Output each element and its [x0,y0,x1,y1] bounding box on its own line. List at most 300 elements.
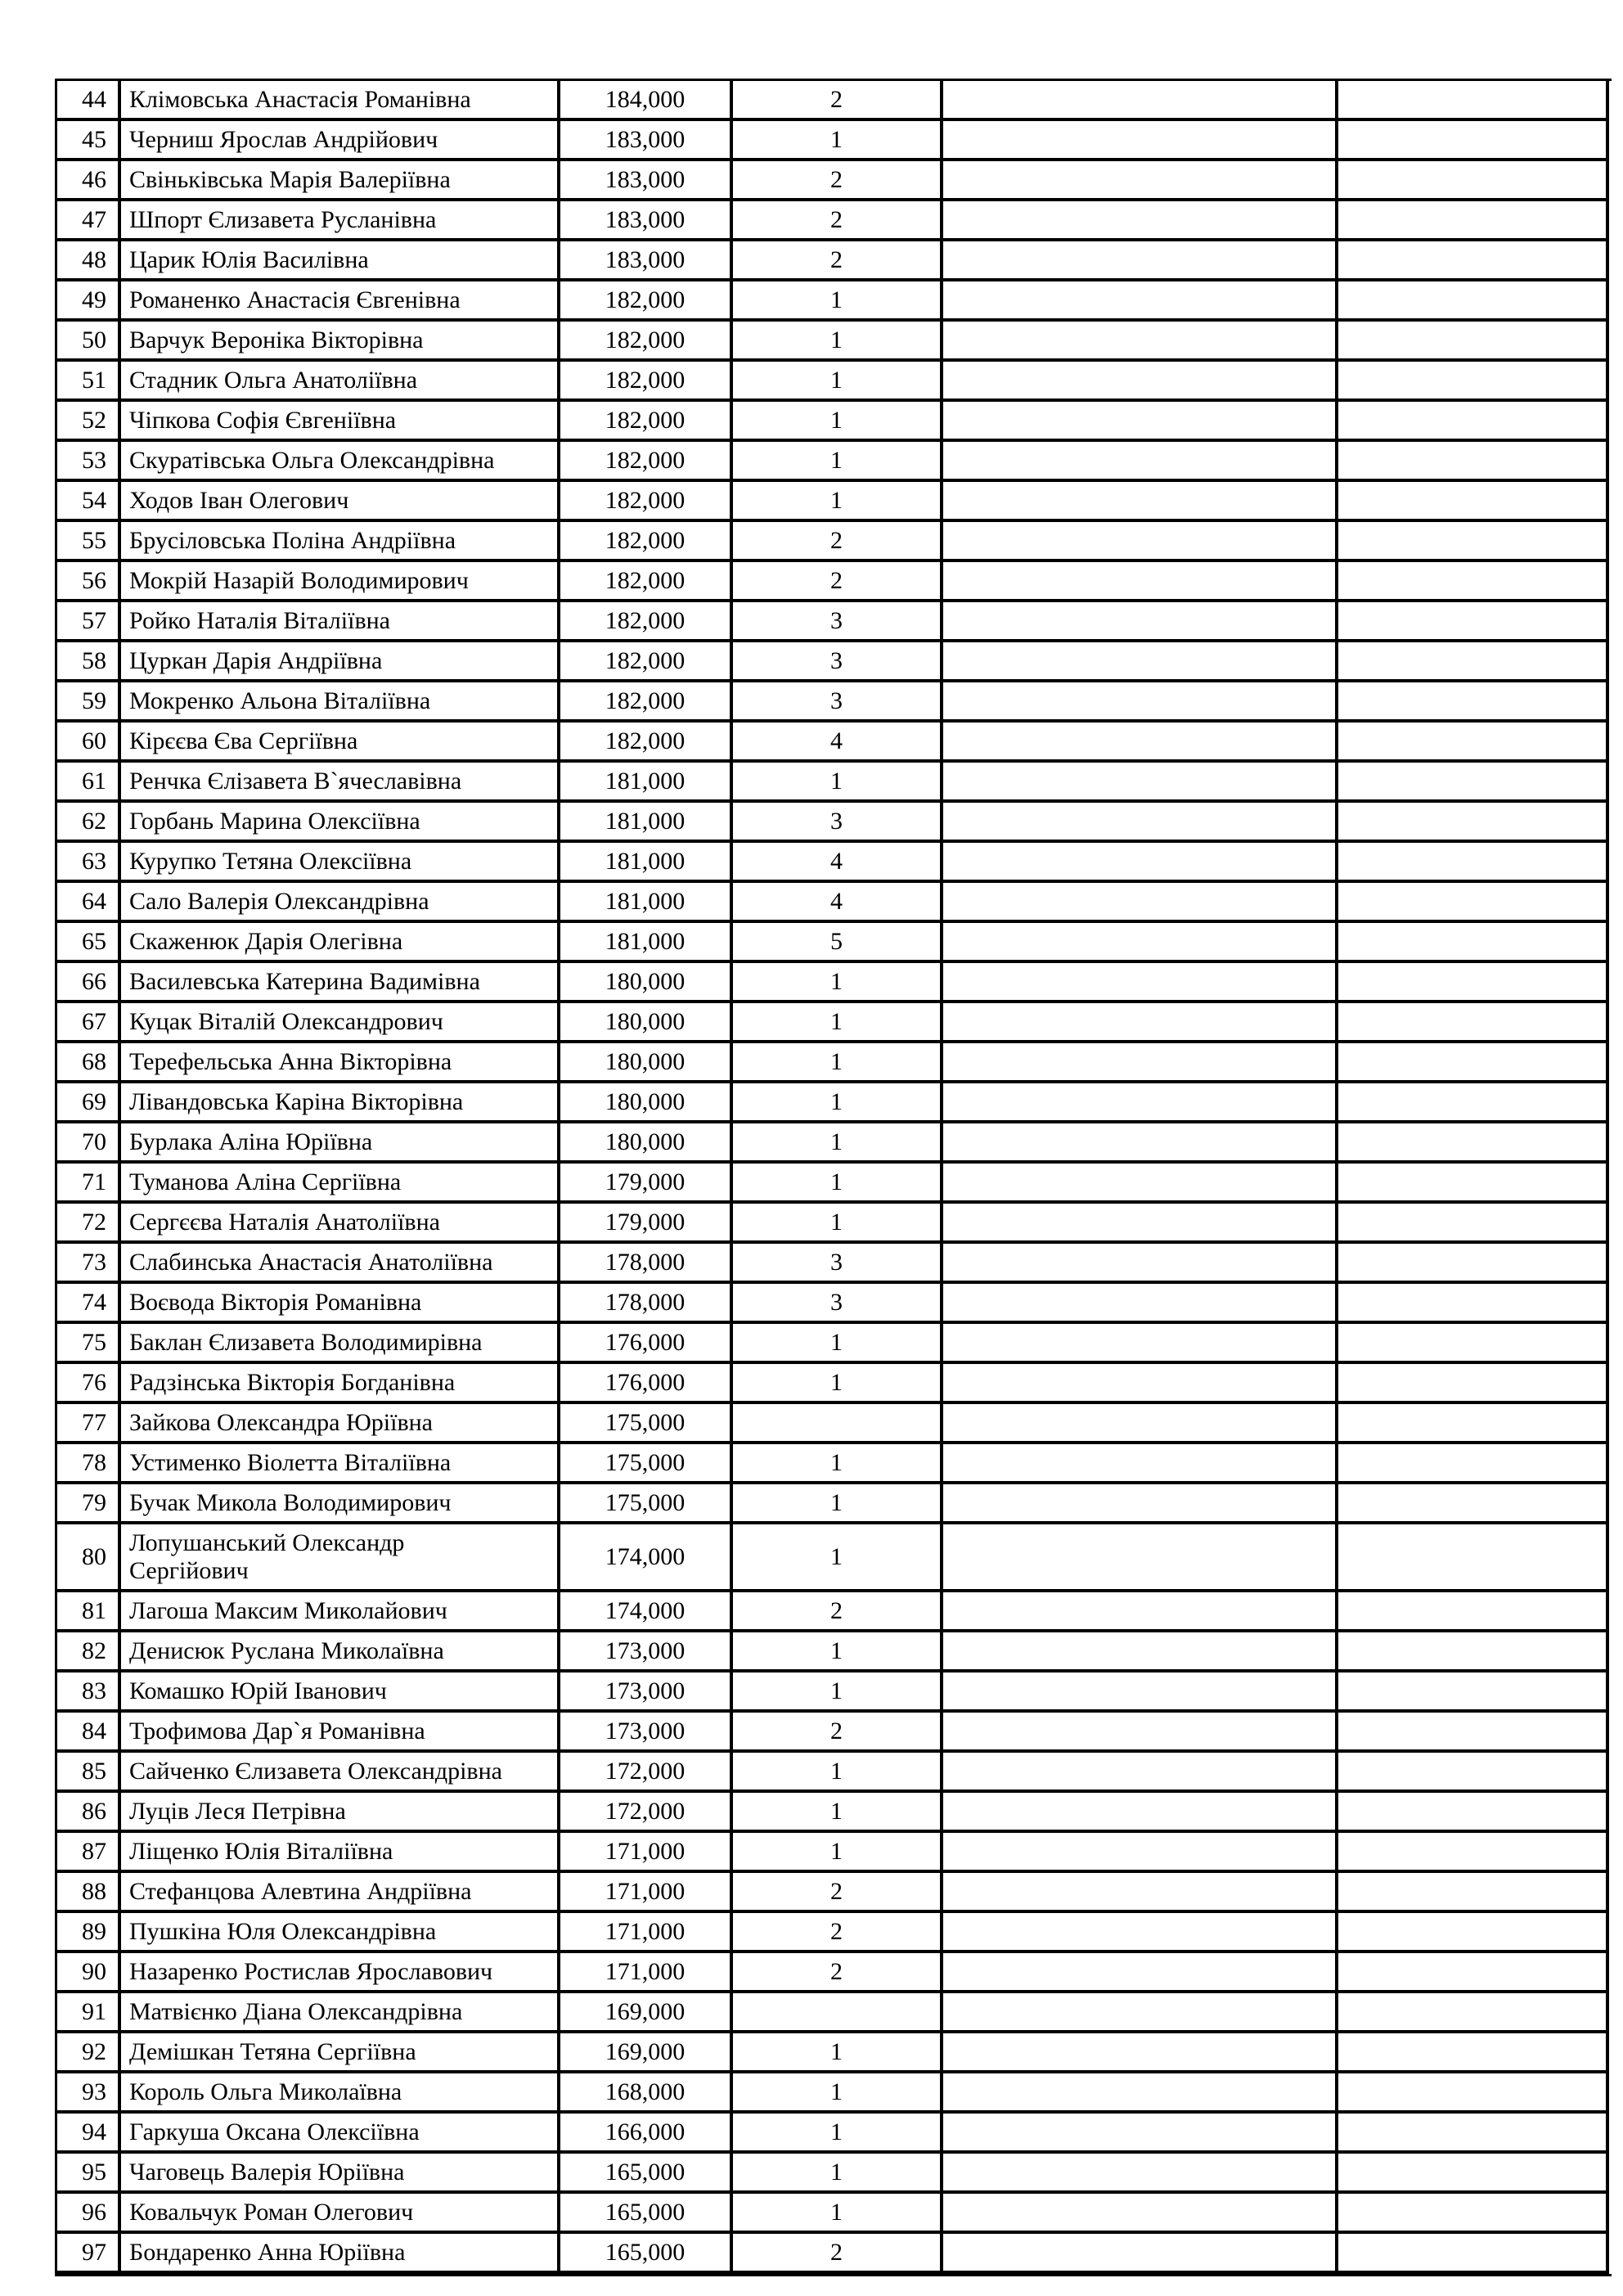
empty-cell-b [1338,1993,1609,2033]
priority-cell [733,81,943,121]
row-number: 89 [82,1917,106,1945]
priority-value: 3 [830,1288,843,1316]
row-number: 48 [82,245,106,273]
row-number-cell [57,402,121,442]
empty-cell-a [943,281,1338,322]
row-number: 69 [82,1087,106,1115]
priority-value: 1 [830,326,843,353]
priority-cell [733,1592,943,1632]
table-row [57,362,1612,402]
applicant-name: Горбань Марина Олексіївна [129,807,420,835]
row-number-cell [57,2033,121,2073]
priority-cell [733,1083,943,1123]
score-cell [560,522,733,562]
score-value: 165,000 [605,2198,686,2226]
empty-cell-b [1338,1873,1609,1913]
priority-cell [733,1324,943,1364]
score-value: 173,000 [605,1717,686,1745]
table-row [57,883,1612,923]
name-cell [121,1204,560,1244]
score-cell [560,1753,733,1793]
empty-cell-b [1338,1284,1609,1324]
priority-cell [733,161,943,201]
name-cell [121,763,560,803]
priority-cell [733,2033,943,2073]
applicant-name: Свіньківська Марія Валеріївна [129,165,451,193]
priority-cell [733,642,943,682]
name-cell [121,602,560,642]
empty-cell-b [1338,121,1609,161]
name-cell [121,1284,560,1324]
score-cell [560,1284,733,1324]
applicant-name: Назаренко Ростислав Ярославович [129,1957,493,1985]
row-number-cell [57,2073,121,2114]
empty-cell-a [943,1404,1338,1444]
score-cell [560,843,733,883]
applicant-name: Ренчка Єлізавета В`ячеславівна [129,767,462,795]
empty-cell-a [943,803,1338,843]
empty-cell-b [1338,522,1609,562]
row-number-cell [57,1364,121,1404]
row-number-cell [57,362,121,402]
row-number-cell [57,1244,121,1284]
row-number-cell [57,281,121,322]
priority-value: 2 [830,165,843,193]
row-number: 70 [82,1128,106,1155]
priority-cell [733,883,943,923]
empty-cell-b [1338,1003,1609,1043]
score-cell [560,1404,733,1444]
row-number-cell [57,201,121,241]
row-number: 83 [82,1677,106,1704]
row-number: 94 [82,2118,106,2145]
row-number-cell [57,1404,121,1444]
name-cell [121,1993,560,2033]
priority-value: 4 [830,727,843,754]
priority-cell [733,1043,943,1083]
score-value: 173,000 [605,1677,686,1704]
table-row [57,723,1612,763]
applicant-name: Василевська Катерина Вадимівна [129,967,480,995]
empty-cell-a [943,1753,1338,1793]
row-number-cell [57,1204,121,1244]
row-number-cell [57,1993,121,2033]
row-number: 95 [82,2158,106,2186]
priority-value: 1 [830,1837,843,1865]
empty-cell-a [943,1793,1338,1833]
applicant-name: Сало Валерія Олександрівна [129,887,429,915]
empty-cell-a [943,402,1338,442]
applicant-name: Пушкіна Юля Олександрівна [129,1917,437,1945]
priority-value: 1 [830,1368,843,1396]
empty-cell-a [943,1204,1338,1244]
score-value: 181,000 [605,767,686,795]
empty-cell-a [943,843,1338,883]
score-cell [560,803,733,843]
empty-cell-a [943,963,1338,1003]
row-number: 82 [82,1636,106,1664]
score-cell [560,482,733,522]
empty-cell-a [943,442,1338,482]
empty-cell-a [943,1484,1338,1524]
name-cell [121,1913,560,1953]
row-number: 52 [82,406,106,434]
priority-cell [733,1284,943,1324]
empty-cell-a [943,1913,1338,1953]
row-number: 65 [82,927,106,955]
name-cell [121,562,560,602]
row-number: 93 [82,2078,106,2105]
priority-cell [733,963,943,1003]
priority-value: 1 [830,1757,843,1785]
empty-cell-b [1338,402,1609,442]
row-number: 45 [82,125,106,153]
empty-cell-a [943,562,1338,602]
row-number: 53 [82,446,106,474]
row-number: 77 [82,1408,106,1436]
row-number: 81 [82,1596,106,1624]
row-number: 96 [82,2198,106,2226]
priority-value: 2 [830,205,843,233]
empty-cell-b [1338,362,1609,402]
priority-cell [733,241,943,281]
applicant-name: Король Ольга Миколаївна [129,2078,402,2105]
score-value: 169,000 [605,1997,686,2025]
row-number-cell [57,562,121,602]
name-cell [121,1364,560,1404]
empty-cell-a [943,1524,1338,1592]
applicant-name: Ліщенко Юлія Віталіївна [129,1837,393,1865]
name-cell [121,642,560,682]
table-row [57,1524,1612,1592]
score-value: 182,000 [605,366,686,394]
score-value: 166,000 [605,2118,686,2145]
empty-cell-b [1338,81,1609,121]
row-number: 47 [82,205,106,233]
priority-cell [733,562,943,602]
name-cell [121,121,560,161]
table-row [57,281,1612,322]
row-number-cell [57,1873,121,1913]
priority-cell [733,322,943,362]
row-number-cell [57,2194,121,2234]
empty-cell-a [943,2073,1338,2114]
row-number: 51 [82,366,106,394]
priority-value: 1 [830,1128,843,1155]
empty-cell-a [943,1244,1338,1284]
score-value: 175,000 [605,1408,686,1436]
row-number-cell [57,1164,121,1204]
row-number-cell [57,241,121,281]
table-row [57,1444,1612,1484]
table-row [57,1993,1612,2033]
applicant-name: Стефанцова Алевтина Андріївна [129,1877,472,1905]
row-number-cell [57,1753,121,1793]
name-cell [121,362,560,402]
empty-cell-a [943,201,1338,241]
row-number: 73 [82,1248,106,1276]
priority-value: 1 [830,1047,843,1075]
table-row [57,1953,1612,1993]
name-cell [121,1444,560,1484]
priority-cell [733,442,943,482]
applicant-name: Бучак Микола Володимирович [129,1488,452,1516]
name-cell [121,1003,560,1043]
score-value: 179,000 [605,1208,686,1236]
table-row [57,241,1612,281]
priority-value: 2 [830,85,843,113]
table-row [57,1632,1612,1672]
priority-cell [733,362,943,402]
ranking-table [55,79,1612,2276]
table-row [57,1833,1612,1873]
applicant-name: Демішкан Тетяна Сергіївна [129,2037,416,2065]
empty-cell-b [1338,1244,1609,1284]
empty-cell-a [943,923,1338,963]
row-number: 78 [82,1448,106,1476]
table-row [57,682,1612,723]
score-cell [560,1484,733,1524]
score-cell [560,963,733,1003]
applicant-name: Черниш Ярослав Андрійович [129,125,438,153]
score-value: 165,000 [605,2238,686,2266]
row-number-cell [57,1444,121,1484]
row-number: 75 [82,1328,106,1356]
row-number-cell [57,642,121,682]
score-value: 182,000 [605,646,686,674]
score-value: 176,000 [605,1368,686,1396]
priority-value: 1 [830,366,843,394]
applicant-name: Терефельська Анна Вікторівна [129,1047,452,1075]
empty-cell-b [1338,682,1609,723]
applicant-name: Сергєєва Наталія Анатоліївна [129,1208,440,1236]
row-number-cell [57,843,121,883]
applicant-name: Кірєєва Єва Сергіївна [129,727,358,754]
score-value: 182,000 [605,727,686,754]
score-cell [560,241,733,281]
empty-cell-b [1338,482,1609,522]
row-number-cell [57,1833,121,1873]
priority-value: 1 [830,1797,843,1825]
name-cell [121,1632,560,1672]
priority-cell [733,1713,943,1753]
priority-value: 2 [830,2238,843,2266]
priority-value: 3 [830,807,843,835]
empty-cell-a [943,2154,1338,2194]
table-row [57,2033,1612,2073]
row-number-cell [57,1284,121,1324]
priority-cell [733,1123,943,1164]
name-cell [121,1083,560,1123]
row-number-cell [57,1793,121,1833]
score-value: 178,000 [605,1288,686,1316]
score-cell [560,402,733,442]
score-value: 168,000 [605,2078,686,2105]
name-cell [121,723,560,763]
table-row [57,2154,1612,2194]
applicant-name: Денисюк Руслана Миколаївна [129,1636,444,1664]
applicant-name: Скуратівська Ольга Олександрівна [129,446,495,474]
name-cell [121,2154,560,2194]
priority-cell [733,1753,943,1793]
score-value: 175,000 [605,1488,686,1516]
applicant-name: Сайченко Єлизавета Олександрівна [129,1757,502,1785]
empty-cell-a [943,1444,1338,1484]
score-value: 180,000 [605,1128,686,1155]
empty-cell-a [943,322,1338,362]
priority-cell [733,763,943,803]
score-cell [560,1204,733,1244]
row-number-cell [57,963,121,1003]
score-value: 179,000 [605,1168,686,1195]
empty-cell-b [1338,1364,1609,1404]
score-value: 180,000 [605,967,686,995]
row-number: 61 [82,767,106,795]
row-number-cell [57,2114,121,2154]
priority-value: 2 [830,245,843,273]
table-row [57,1003,1612,1043]
priority-cell [733,1484,943,1524]
priority-value: 3 [830,1248,843,1276]
table-row [57,161,1612,201]
score-value: 181,000 [605,927,686,955]
name-cell [121,1833,560,1873]
priority-cell [733,2114,943,2154]
priority-value: 1 [830,2037,843,2065]
score-value: 181,000 [605,847,686,875]
score-value: 181,000 [605,887,686,915]
name-cell [121,1793,560,1833]
priority-value: 5 [830,927,843,955]
empty-cell-b [1338,1083,1609,1123]
row-number: 84 [82,1717,106,1745]
empty-cell-a [943,1873,1338,1913]
priority-value: 4 [830,847,843,875]
applicant-name: Романенко Анастасія Євгенівна [129,286,461,313]
priority-cell [733,522,943,562]
priority-value: 3 [830,687,843,714]
score-cell [560,362,733,402]
row-number: 88 [82,1877,106,1905]
priority-cell [733,1364,943,1404]
name-cell [121,843,560,883]
priority-value: 1 [830,967,843,995]
priority-cell [733,1524,943,1592]
score-value: 173,000 [605,1636,686,1664]
priority-value: 2 [830,566,843,594]
score-value: 172,000 [605,1757,686,1785]
table-row [57,1083,1612,1123]
empty-cell-b [1338,1324,1609,1364]
empty-cell-a [943,1123,1338,1164]
empty-cell-a [943,642,1338,682]
priority-value: 1 [830,406,843,434]
score-cell [560,1364,733,1404]
priority-value: 3 [830,606,843,634]
table-row [57,402,1612,442]
priority-value: 2 [830,1957,843,1985]
score-cell [560,1324,733,1364]
score-value: 182,000 [605,486,686,514]
table-row [57,1364,1612,1404]
score-cell [560,281,733,322]
name-cell [121,201,560,241]
score-cell [560,1833,733,1873]
name-cell [121,923,560,963]
applicant-name: Куцак Віталій Олександрович [129,1007,443,1035]
name-cell [121,2033,560,2073]
empty-cell-a [943,2033,1338,2073]
applicant-name: Туманова Аліна Сергіївна [129,1168,402,1195]
table-row [57,923,1612,963]
score-cell [560,883,733,923]
row-number: 44 [82,85,106,113]
name-cell [121,81,560,121]
priority-value: 1 [830,1087,843,1115]
row-number: 74 [82,1288,106,1316]
applicant-name: Лопушанський Олександр Сергійович [129,1528,405,1584]
empty-cell-a [943,1592,1338,1632]
row-number-cell [57,81,121,121]
row-number: 86 [82,1797,106,1825]
empty-cell-a [943,2114,1338,2154]
table-row [57,442,1612,482]
row-number-cell [57,723,121,763]
row-number: 59 [82,687,106,714]
empty-cell-a [943,723,1338,763]
priority-cell [733,201,943,241]
empty-cell-b [1338,2033,1609,2073]
row-number: 64 [82,887,106,915]
row-number-cell [57,322,121,362]
priority-cell [733,1244,943,1284]
row-number: 85 [82,1757,106,1785]
empty-cell-a [943,1164,1338,1204]
name-cell [121,1524,560,1592]
score-value: 182,000 [605,566,686,594]
applicant-name: Чіпкова Софія Євгеніївна [129,406,397,434]
row-number-cell [57,763,121,803]
empty-cell-b [1338,963,1609,1003]
empty-cell-b [1338,161,1609,201]
priority-value: 2 [830,1917,843,1945]
row-number: 54 [82,486,106,514]
applicant-name: Гаркуша Оксана Олексіївна [129,2118,420,2145]
empty-cell-b [1338,1672,1609,1713]
name-cell [121,1484,560,1524]
table-row [57,522,1612,562]
table-row [57,1123,1612,1164]
row-number-cell [57,1713,121,1753]
priority-cell [733,1632,943,1672]
score-value: 176,000 [605,1328,686,1356]
score-value: 174,000 [605,1542,686,1570]
table-row [57,482,1612,522]
row-number: 55 [82,526,106,554]
score-value: 181,000 [605,807,686,835]
priority-value: 1 [830,1677,843,1704]
row-number: 50 [82,326,106,353]
applicant-name: Скаженюк Дарія Олегівна [129,927,403,955]
row-number-cell [57,1953,121,1993]
row-number-cell [57,883,121,923]
name-cell [121,803,560,843]
empty-cell-a [943,362,1338,402]
score-cell [560,1444,733,1484]
row-number-cell [57,923,121,963]
priority-value: 1 [830,1208,843,1236]
score-cell [560,2114,733,2154]
